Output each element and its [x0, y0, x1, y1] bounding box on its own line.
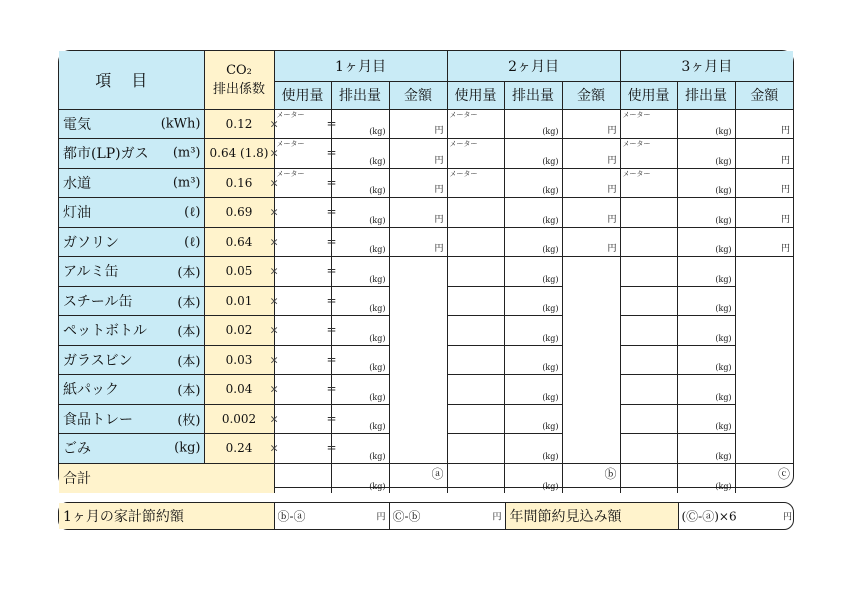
emission-input-m1[interactable]: [326, 404, 389, 434]
equals-sign: =: [326, 116, 337, 131]
kg-unit: (kg): [715, 245, 732, 254]
amount-input-m2[interactable]: [562, 168, 620, 198]
item-row: [59, 139, 793, 169]
usage-input-m3[interactable]: [620, 227, 677, 257]
usage-input-m3[interactable]: [620, 316, 677, 346]
kg-unit: (kg): [715, 304, 732, 313]
kg-unit: (kg): [542, 392, 559, 402]
usage-input-m1[interactable]: [269, 375, 331, 405]
item-unit: (ℓ): [184, 205, 201, 221]
meter-note: メーター: [449, 110, 478, 119]
monthly-savings-cell-1[interactable]: [274, 503, 389, 529]
item-unit: (m³): [172, 175, 201, 191]
emission-input-m1[interactable]: [326, 198, 389, 228]
item-name: 電気: [63, 116, 91, 133]
annual-savings-cell[interactable]: [678, 503, 795, 529]
item-cell: [59, 345, 204, 375]
emission-input-m3[interactable]: [677, 168, 735, 198]
amount-input-m3[interactable]: [735, 227, 793, 257]
item-cell: [59, 286, 204, 316]
item-cell: [59, 375, 204, 405]
amount-input-m1[interactable]: [389, 227, 447, 257]
item-cell: [59, 257, 204, 287]
item-unit: (本): [177, 265, 201, 281]
amount-input-m2[interactable]: [562, 139, 620, 169]
multiply-sign: ×: [269, 176, 279, 190]
multiply-sign: ×: [269, 323, 279, 337]
emission-input-m3[interactable]: [677, 198, 735, 228]
total-emission-m2[interactable]: [504, 463, 562, 493]
kg-unit: (kg): [542, 274, 559, 284]
total-emission-m3[interactable]: [677, 463, 735, 493]
emission-input-m1[interactable]: [326, 139, 389, 169]
kg-unit: (kg): [369, 422, 386, 431]
usage-input-m2[interactable]: [447, 227, 504, 257]
usage-input-m1[interactable]: [269, 198, 331, 228]
equals-sign: =: [326, 263, 337, 278]
kg-unit: (kg): [715, 451, 732, 461]
emission-input-m3[interactable]: [677, 345, 735, 375]
kg-unit: (kg): [715, 422, 732, 431]
emission-input-m3[interactable]: [677, 375, 735, 405]
yen-unit: 円: [781, 244, 791, 254]
usage-input-m1[interactable]: [269, 286, 331, 316]
emission-input-m1[interactable]: [326, 257, 389, 287]
item-cell: [59, 227, 204, 257]
usage-input-m1[interactable]: [269, 139, 331, 169]
emission-input-m2[interactable]: [504, 404, 562, 434]
equals-sign: =: [326, 411, 337, 426]
emission-input-m2[interactable]: [504, 257, 562, 287]
coef-header: [204, 51, 274, 109]
yen-unit: 円: [781, 155, 791, 166]
item-row: [59, 257, 793, 287]
meter-note: メーター: [449, 140, 478, 148]
kg-unit: (kg): [369, 481, 386, 491]
total-amount-m1[interactable]: [389, 463, 447, 493]
usage-input-m1[interactable]: [269, 316, 331, 346]
amount-input-m3[interactable]: [735, 198, 793, 228]
item-cell: [59, 316, 204, 346]
usage-input-m2[interactable]: [447, 316, 504, 346]
kg-unit: (kg): [715, 156, 732, 166]
emission-input-m2[interactable]: [504, 316, 562, 346]
yen-unit: 円: [434, 155, 444, 166]
coef-value: 0.02: [204, 316, 274, 346]
total-usage-m1[interactable]: [274, 463, 331, 493]
multiply-sign: ×: [269, 117, 279, 131]
subheader-usage-m3: 使用量: [620, 81, 677, 109]
usage-input-m1[interactable]: [269, 434, 331, 464]
kg-unit: (kg): [715, 333, 732, 343]
item-unit: (本): [177, 354, 201, 370]
usage-input-m2[interactable]: [447, 139, 504, 169]
kg-unit: (kg): [715, 363, 732, 372]
multiply-sign: ×: [269, 235, 279, 249]
kg-unit: (kg): [542, 186, 559, 195]
emission-input-m3[interactable]: [677, 404, 735, 434]
item-name: スチール缶: [63, 293, 133, 310]
subheader-amount-m2: 金額: [562, 81, 620, 109]
usage-input-m3[interactable]: [620, 168, 677, 198]
amount-blank-m3: [735, 257, 793, 464]
coef-value: 0.16: [204, 168, 274, 198]
formula-b-minus-a: ⓑ-ⓐ: [277, 509, 306, 524]
item-cell: [59, 404, 204, 434]
kg-unit: (kg): [542, 304, 559, 313]
month-3-header: 3ヶ月目: [620, 51, 793, 81]
emission-input-m2[interactable]: [504, 345, 562, 375]
usage-input-m3[interactable]: [620, 198, 677, 228]
subheader-amount-m3: 金額: [735, 81, 793, 109]
coef-value: 0.04: [204, 375, 274, 405]
usage-input-m2[interactable]: [447, 168, 504, 198]
amount-blank-m2: [562, 257, 620, 464]
amount-input-m1[interactable]: [389, 198, 447, 228]
coef-value: 0.002: [204, 404, 274, 434]
item-cell: [59, 109, 204, 139]
coef-value: 0.24: [204, 434, 274, 464]
amount-input-m3[interactable]: [735, 109, 793, 139]
formula-c-minus-b: Ⓒ-ⓑ: [392, 509, 421, 524]
emission-input-m1[interactable]: [326, 375, 389, 405]
usage-input-m3[interactable]: [620, 404, 677, 434]
emission-input-m3[interactable]: [677, 316, 735, 346]
equals-sign: =: [326, 293, 337, 308]
emission-input-m1[interactable]: [326, 345, 389, 375]
usage-input-m1[interactable]: [269, 109, 331, 139]
yen-unit: 円: [607, 185, 617, 195]
total-label: 合計: [59, 463, 274, 493]
usage-input-m3[interactable]: [620, 109, 677, 139]
kg-unit: (kg): [369, 186, 386, 195]
emission-input-m3[interactable]: [677, 286, 735, 316]
yen-unit: 円: [607, 155, 617, 166]
item-cell: [59, 434, 204, 464]
total-amount-m2[interactable]: [562, 463, 620, 493]
kg-unit: (kg): [369, 451, 386, 461]
kg-unit: (kg): [542, 481, 559, 491]
kg-unit: (kg): [542, 215, 559, 225]
equals-sign: =: [326, 204, 337, 219]
item-name: 紙パック: [63, 382, 119, 399]
savings-summary: [58, 502, 794, 530]
emission-input-m2[interactable]: [504, 375, 562, 405]
amount-input-m1[interactable]: [389, 168, 447, 198]
yen-unit: 円: [607, 126, 617, 136]
item-unit: (本): [177, 295, 201, 311]
multiply-sign: ×: [269, 205, 279, 219]
month-2-header: 2ヶ月目: [447, 51, 620, 81]
usage-input-m1[interactable]: [269, 168, 331, 198]
item-row: [59, 109, 793, 139]
item-name: ペットボトル: [63, 323, 147, 340]
item-row: [59, 198, 793, 228]
kg-unit: (kg): [369, 127, 386, 136]
multiply-sign: ×: [269, 353, 279, 367]
emission-input-m1[interactable]: [326, 227, 389, 257]
equals-sign: =: [326, 145, 337, 160]
amount-input-m3[interactable]: [735, 168, 793, 198]
item-unit: (kg): [174, 440, 201, 456]
subheader-emission-m3: 排出量: [677, 81, 735, 109]
coef-header-line1: CO₂: [226, 62, 252, 78]
kg-unit: (kg): [542, 127, 559, 136]
emission-input-m2[interactable]: [504, 227, 562, 257]
yen-unit: 円: [781, 214, 791, 225]
emission-input-m3[interactable]: [677, 139, 735, 169]
meter-note: メーター: [276, 140, 305, 148]
coef-value: 0.64 (1.8): [204, 139, 274, 169]
coef-value: 0.64: [204, 227, 274, 257]
multiply-sign: ×: [269, 441, 279, 455]
kg-unit: (kg): [369, 156, 386, 166]
total-usage-m2[interactable]: [447, 463, 504, 493]
emission-input-m3[interactable]: [677, 227, 735, 257]
emission-input-m2[interactable]: [504, 286, 562, 316]
usage-input-m2[interactable]: [447, 434, 504, 464]
kg-unit: (kg): [715, 215, 732, 225]
meter-note: メーター: [276, 110, 305, 119]
amount-input-m2[interactable]: [562, 198, 620, 228]
meter-note: メーター: [276, 169, 305, 178]
item-name: ガソリン: [63, 234, 119, 251]
usage-input-m2[interactable]: [447, 375, 504, 405]
item-name: 都市(LP)ガス: [63, 146, 149, 163]
total-amount-m3[interactable]: [735, 463, 793, 493]
monthly-savings-label: 1ヶ月の家計節約額: [59, 503, 274, 529]
total-mark: ⓒ: [778, 466, 791, 481]
item-name: アルミ缶: [63, 264, 119, 281]
item-name: 食品トレー: [63, 411, 133, 428]
emission-input-m3[interactable]: [677, 434, 735, 464]
yen-unit: 円: [781, 126, 791, 136]
kg-unit: (kg): [542, 333, 559, 343]
item-cell: [59, 198, 204, 228]
yen-unit: 円: [434, 126, 444, 136]
kg-unit: (kg): [715, 481, 732, 491]
total-row: [59, 463, 793, 493]
usage-input-m2[interactable]: [447, 345, 504, 375]
emission-input-m2[interactable]: [504, 168, 562, 198]
coef-value: 0.69: [204, 198, 274, 228]
coef-value: 0.01: [204, 286, 274, 316]
usage-input-m3[interactable]: [620, 345, 677, 375]
item-row: [59, 227, 793, 257]
subheader-usage-m1: 使用量: [274, 81, 331, 109]
coef-value: 0.05: [204, 257, 274, 287]
subheader-emission-m1: 排出量: [331, 81, 389, 109]
usage-input-m1[interactable]: [269, 404, 331, 434]
kg-unit: (kg): [715, 186, 732, 195]
multiply-sign: ×: [269, 146, 279, 160]
multiply-sign: ×: [269, 382, 279, 396]
emission-input-m2[interactable]: [504, 198, 562, 228]
yen-unit: 円: [434, 185, 444, 195]
equals-sign: =: [326, 381, 337, 396]
multiply-sign: ×: [269, 264, 279, 278]
yen-unit: 円: [607, 244, 617, 254]
equals-sign: =: [326, 440, 337, 455]
equals-sign: =: [326, 175, 337, 190]
equals-sign: =: [326, 322, 337, 337]
yen-unit: 円: [492, 512, 502, 523]
amount-input-m2[interactable]: [562, 109, 620, 139]
kg-unit: (kg): [369, 215, 386, 225]
formula-annual: (Ⓒ-ⓐ)×6: [681, 509, 737, 524]
kg-unit: (kg): [542, 156, 559, 166]
yen-unit: 円: [376, 512, 386, 523]
kg-unit: (kg): [369, 274, 386, 284]
emission-input-m1[interactable]: [326, 109, 389, 139]
emission-input-m1[interactable]: [326, 286, 389, 316]
annual-savings-label: 年間節約見込み額: [505, 503, 678, 529]
subheader-emission-m2: 排出量: [504, 81, 562, 109]
yen-unit: 円: [434, 214, 444, 225]
item-unit: (枚): [177, 413, 201, 429]
item-name: 灯油: [63, 205, 91, 222]
kg-unit: (kg): [715, 392, 732, 402]
kg-unit: (kg): [542, 363, 559, 372]
emission-input-m1[interactable]: [326, 316, 389, 346]
emission-grid: [59, 51, 793, 493]
usage-input-m3[interactable]: [620, 434, 677, 464]
month-1-header: 1ヶ月目: [274, 51, 447, 81]
yen-unit: 円: [781, 185, 791, 195]
usage-input-m3[interactable]: [620, 257, 677, 287]
kg-unit: (kg): [715, 127, 732, 136]
usage-input-m2[interactable]: [447, 257, 504, 287]
emission-input-m1[interactable]: [326, 434, 389, 464]
item-name: ごみ: [63, 441, 91, 458]
emission-input-m1[interactable]: [326, 168, 389, 198]
item-cell: [59, 139, 204, 169]
emission-input-m2[interactable]: [504, 434, 562, 464]
item-header: 項目: [59, 51, 204, 109]
emission-input-m3[interactable]: [677, 257, 735, 287]
kg-unit: (kg): [369, 304, 386, 313]
item-name: ガラスビン: [63, 352, 133, 369]
subheader-usage-m2: 使用量: [447, 81, 504, 109]
equals-sign: =: [326, 234, 337, 249]
yen-unit: 円: [434, 244, 444, 254]
kg-unit: (kg): [369, 333, 386, 343]
item-row: [59, 168, 793, 198]
item-cell: [59, 168, 204, 198]
emission-input-m3[interactable]: [677, 109, 735, 139]
kg-unit: (kg): [542, 451, 559, 461]
usage-input-m3[interactable]: [620, 139, 677, 169]
usage-input-m2[interactable]: [447, 198, 504, 228]
coef-value: 0.03: [204, 345, 274, 375]
multiply-sign: ×: [269, 294, 279, 308]
emission-input-m2[interactable]: [504, 139, 562, 169]
meter-note: メーター: [622, 169, 651, 178]
total-emission-m1[interactable]: [331, 463, 389, 493]
amount-input-m3[interactable]: [735, 139, 793, 169]
kg-unit: (kg): [369, 392, 386, 402]
meter-note: メーター: [449, 169, 478, 178]
coef-header-line2: 排出係数: [212, 81, 265, 97]
yen-unit: 円: [782, 512, 792, 523]
amount-input-m1[interactable]: [389, 109, 447, 139]
usage-input-m1[interactable]: [269, 227, 331, 257]
usage-input-m3[interactable]: [620, 375, 677, 405]
usage-input-m2[interactable]: [447, 286, 504, 316]
item-unit: (本): [177, 383, 201, 399]
kg-unit: (kg): [369, 363, 386, 372]
meter-note: メーター: [622, 140, 651, 148]
total-mark: ⓑ: [604, 466, 617, 481]
usage-input-m1[interactable]: [269, 257, 331, 287]
amount-input-m2[interactable]: [562, 227, 620, 257]
usage-input-m1[interactable]: [269, 345, 331, 375]
item-unit: (本): [177, 324, 201, 340]
kg-unit: (kg): [542, 422, 559, 431]
item-unit: (kWh): [160, 116, 201, 132]
kg-unit: (kg): [715, 274, 732, 284]
subheader-amount-m1: 金額: [389, 81, 447, 109]
equals-sign: =: [326, 352, 337, 367]
item-unit: (ℓ): [184, 234, 201, 250]
kg-unit: (kg): [542, 245, 559, 254]
total-usage-m3[interactable]: [620, 463, 677, 493]
item-unit: (m³): [172, 145, 201, 161]
usage-input-m2[interactable]: [447, 109, 504, 139]
usage-input-m2[interactable]: [447, 404, 504, 434]
coef-value: 0.12: [204, 109, 274, 139]
emission-input-m2[interactable]: [504, 109, 562, 139]
kg-unit: (kg): [369, 245, 386, 254]
meter-note: メーター: [622, 110, 651, 119]
total-mark: ⓐ: [431, 466, 444, 481]
yen-unit: 円: [607, 214, 617, 225]
item-name: 水道: [63, 175, 91, 192]
monthly-savings-cell-2[interactable]: [389, 503, 505, 529]
co2-household-table: [58, 50, 794, 491]
amount-input-m1[interactable]: [389, 139, 447, 169]
usage-input-m3[interactable]: [620, 286, 677, 316]
amount-blank-m1: [389, 257, 447, 464]
multiply-sign: ×: [269, 412, 279, 426]
